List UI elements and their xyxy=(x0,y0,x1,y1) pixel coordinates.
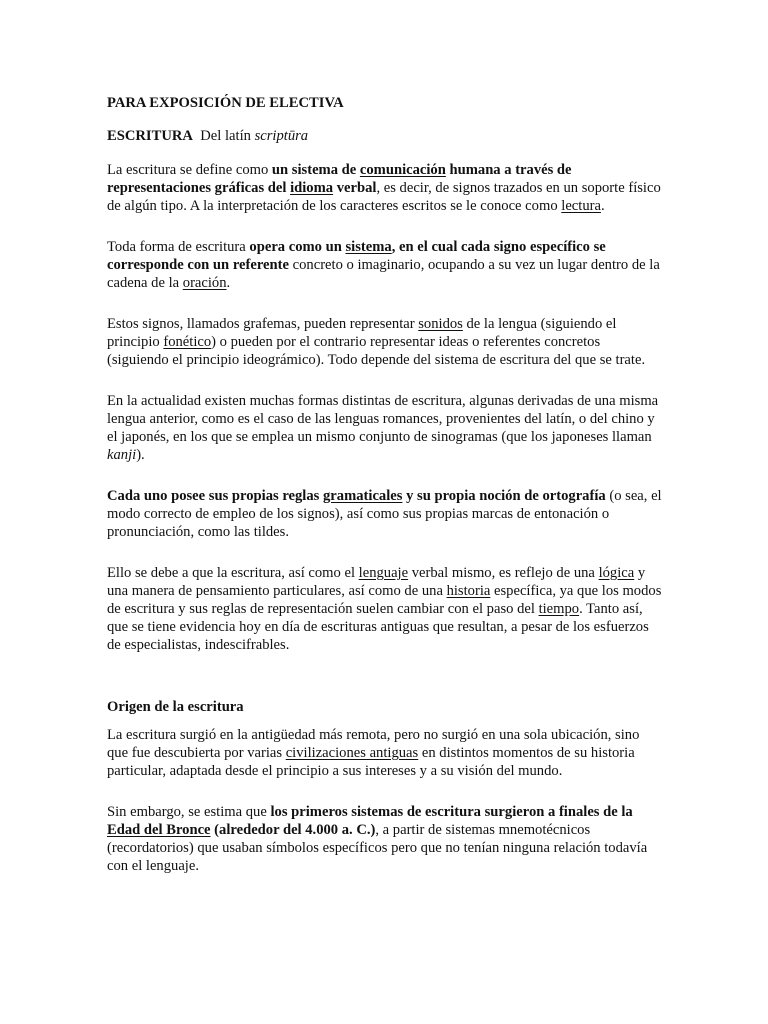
text-run: de la lengua (siguiendo el principio xyxy=(107,316,617,350)
paragraph-actualidad xyxy=(107,392,663,464)
paragraph-reglas xyxy=(107,487,663,541)
escritura-latin-word: scriptūra xyxy=(254,128,309,144)
paragraph-origen xyxy=(107,726,663,780)
escritura-word: ESCRITURA xyxy=(107,128,193,144)
bold-run: (alrededor del 4.000 a. C.) xyxy=(210,822,376,838)
link-lectura[interactable]: lectura xyxy=(561,198,601,214)
link-sistema[interactable]: sistema xyxy=(345,239,392,255)
paragraph-sistema xyxy=(107,238,663,292)
text-run: concreto o imaginario, ocupando a su vez un lugar dentro de la cadena de la xyxy=(107,257,660,291)
escritura-definition-heading xyxy=(107,127,663,145)
text-run: En la actualidad existen muchas formas distintas de escritura, algunas derivadas de una misma lengua anterior, como es el caso de las lenguas romances, provenientes del latín, o del chino y el japonés, en los que se emplea un mismo conjunto de sinogramas (que los japoneses llaman xyxy=(107,393,659,445)
text-run: . xyxy=(600,198,605,214)
section-heading-origen: Origen de la escritura xyxy=(107,699,244,715)
link-edad-del-bronce[interactable]: Edad del Bronce xyxy=(107,822,211,838)
text-run: La escritura surgió en la antigüedad más remota, pero no surgió en una sola ubicación, sino que fue descubierta por varias xyxy=(107,727,640,761)
link-logica[interactable]: lógica xyxy=(598,565,635,581)
link-historia[interactable]: historia xyxy=(446,583,491,599)
paragraph-lenguaje xyxy=(107,564,663,654)
paragraph-definition xyxy=(107,161,663,215)
link-lenguaje[interactable]: lenguaje xyxy=(358,565,409,581)
text-run: , a partir de sistemas mnemotécnicos (recordatorios) que usaban símbolos específicos pero que no tenían ninguna relación todavía con el lenguaje. xyxy=(107,822,648,874)
link-tiempo[interactable]: tiempo xyxy=(538,601,580,617)
text-run: Estos signos, llamados grafemas, pueden representar xyxy=(107,316,419,332)
text-run: . Tanto así, que se tiene evidencia hoy en día de escrituras antiguas que resultan, a pesar de los esfuerzos de especialistas, indescifrables. xyxy=(107,601,649,653)
text-run: verbal mismo, es reflejo de una xyxy=(408,565,599,581)
text-run: Sin embargo, se estima que xyxy=(107,804,271,820)
bold-run: humana a través de representaciones gráficas del xyxy=(107,162,572,196)
link-oracion[interactable]: oración xyxy=(182,275,227,291)
text-run: y una manera de pensamiento particulares, así como de una xyxy=(107,565,646,599)
text-run: ) o pueden por el contrario representar ideas o referentes concretos (siguiendo el principio ideográmico). Todo depende del sistema de escritura del que se trate. xyxy=(107,334,646,368)
text-run: Ello se debe a que la escritura, así como el xyxy=(107,565,359,581)
text-run: (o sea, el modo correcto de empleo de los signos), así como sus propias marcas de entonación o pronunciación, como las tildes. xyxy=(107,488,662,540)
bold-run: Cada uno posee sus propias reglas xyxy=(107,488,323,504)
link-idioma[interactable]: idioma xyxy=(290,180,334,196)
bold-run: los primeros sistemas de escritura surgieron a finales de la xyxy=(270,804,633,820)
text-run: ). xyxy=(136,447,145,463)
text-run: en distintos momentos de su historia particular, adaptada desde el principio a sus intereses y a su visión del mundo. xyxy=(107,745,635,779)
document-page xyxy=(107,90,663,875)
text-run: Toda forma de escritura xyxy=(107,239,250,255)
bold-run: un sistema de xyxy=(271,162,360,178)
text-run: , es decir, de signos trazados en un soporte físico de algún tipo. A la interpretación de los caracteres escritos se le conoce como xyxy=(107,180,661,214)
escritura-origin-text: Del latín xyxy=(200,128,251,144)
bold-run: verbal xyxy=(333,180,377,196)
link-gramaticales[interactable]: gramaticales xyxy=(323,488,403,504)
link-civilizaciones-antiguas[interactable]: civilizaciones antiguas xyxy=(285,745,419,761)
bold-run: , en el cual cada signo específico se corresponde con un referente xyxy=(107,239,606,273)
document-title: PARA EXPOSICIÓN DE ELECTIVA xyxy=(107,95,344,111)
link-comunicacion[interactable]: comunicación xyxy=(359,162,446,178)
link-fonetico[interactable]: fonético xyxy=(163,334,212,350)
bold-run: opera como un xyxy=(249,239,346,255)
link-sonidos[interactable]: sonidos xyxy=(418,316,463,332)
paragraph-edad-bronce xyxy=(107,803,663,875)
italic-run: kanji xyxy=(107,447,137,463)
text-run: específica, ya que los modos de escritura y sus reglas de representación suelen cambiar con el paso del xyxy=(107,583,662,617)
paragraph-grafemas xyxy=(107,315,663,369)
bold-run: y su propia noción de ortografía xyxy=(402,488,606,504)
text-run: . xyxy=(226,275,231,291)
text-run: La escritura se define como xyxy=(107,162,272,178)
